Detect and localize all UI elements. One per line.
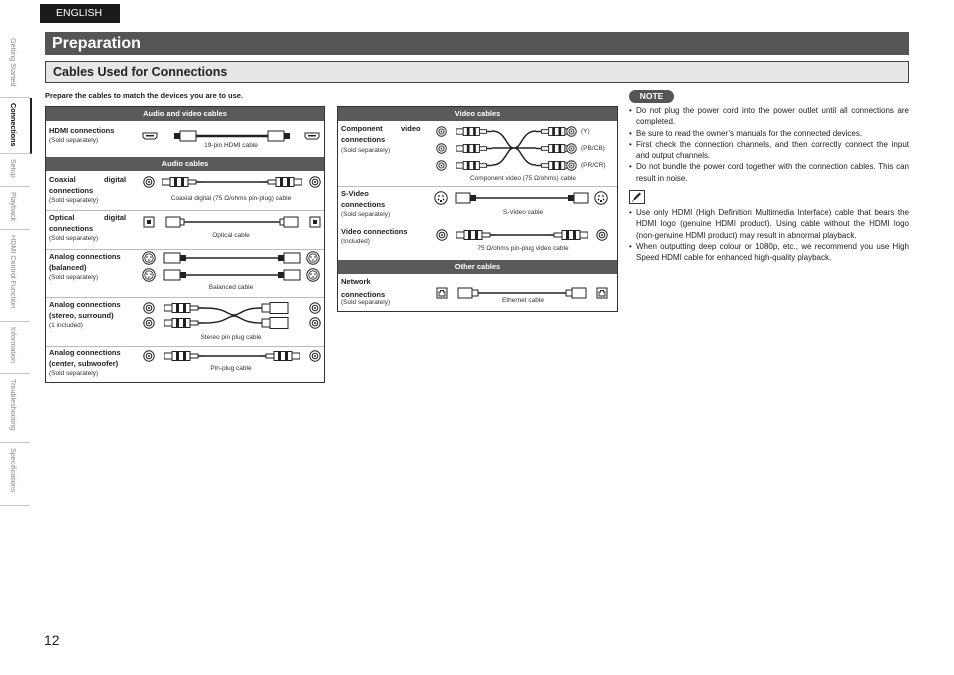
svideo-sub: (Sold separately) (341, 211, 391, 218)
component-label-1: Component (341, 124, 383, 133)
sidebar-tab-label: Connections (9, 103, 18, 147)
sidebar-tab-setup[interactable] (0, 154, 30, 187)
page-title: Preparation (45, 32, 909, 55)
page-number: 12 (44, 632, 60, 648)
center-sub: (Sold separately) (49, 370, 99, 377)
component-pr-label: (PR/CR) (581, 162, 606, 169)
sidebar-tab-label: Getting Started (9, 38, 18, 87)
sidebar-tab-connections[interactable] (0, 98, 32, 154)
component-cable-caption: Component video (75 Ω/ohms) cable (469, 175, 577, 182)
component-pb-label: (PB/CB) (581, 145, 605, 152)
optical-label-2: digital (104, 213, 127, 222)
stereo-label: Analog connections (stereo, surround) (49, 300, 121, 320)
optical-sub: (Sold separately) (49, 235, 99, 242)
sidebar-tab-label: Playback (9, 192, 18, 222)
tip-item: • When outputting deep colour or 1080p, etc., we recommend you use High Speed HDMI cable for enhanced high-quality playback. (629, 241, 909, 264)
hdmi-cable-caption: 19-pin HDMI cable (204, 142, 258, 149)
note-badge: NOTE (629, 90, 674, 103)
coaxial-label-2: digital (104, 175, 127, 184)
coaxial-label-1: Coaxial (49, 175, 76, 184)
stereo-cable-caption: Stereo pin plug cable (200, 334, 262, 341)
sidebar-tab-label: Information (9, 327, 18, 363)
coaxial-cable-caption: Coaxial digital (75 Ω/ohms pin-plug) cable (170, 195, 292, 202)
balanced-label: Analog connections (balanced) (49, 252, 121, 272)
video-label: Video connections (341, 227, 408, 236)
optical-label-1: Optical (49, 213, 75, 222)
sidebar-tab-hdmi-control[interactable] (0, 230, 30, 322)
component-label-3: connections (341, 135, 386, 144)
intro-text: Prepare the cables to match the devices you are to use. (45, 91, 243, 100)
video-cable-caption: 75 Ω/ohms pin-plug video cable (477, 245, 569, 252)
section-title: Cables Used for Connections (45, 61, 909, 83)
sidebar (0, 33, 30, 505)
balanced-cable-icon (142, 251, 322, 283)
tip-item: • Use only HDMI (High Definition Multimedia Interface) cable that bears the HDMI logo (genuine HDMI product). Using cable without the HDMI logo (non-genuine HDMI product) may result in abnormal playback. (629, 207, 909, 241)
stereo-sub: (1 included) (49, 322, 83, 329)
language-label: ENGLISH (40, 4, 120, 23)
note-item: • Do not plug the power cord into the power outlet until all connections are completed. (629, 105, 909, 128)
note-item: • Be sure to read the owner’s manuals for the connected devices. (629, 128, 909, 139)
sidebar-tab-getting-started[interactable] (0, 33, 30, 98)
panel-header-other: Other cables (338, 260, 617, 274)
right-cable-panel (337, 106, 618, 312)
coaxial-cable-icon (142, 175, 322, 189)
svideo-cable-icon (434, 191, 610, 205)
ethernet-cable-caption: Ethernet cable (502, 297, 544, 304)
network-label: Network connections (341, 277, 386, 299)
coaxial-label-3: connections (49, 186, 94, 195)
optical-label-3: connections (49, 224, 94, 233)
svideo-label: S-Video connections (341, 189, 386, 209)
svideo-cable-caption: S-Video cable (502, 209, 544, 216)
sidebar-tab-specifications[interactable] (0, 443, 30, 506)
pencil-icon (629, 190, 645, 204)
sidebar-tab-label: Setup (9, 159, 18, 178)
stereo-cable-icon (142, 301, 322, 331)
hdmi-label: HDMI connections (49, 126, 115, 135)
center-label: Analog connections (center, subwoofer) (49, 348, 121, 368)
note-item: • First check the connection channels, and then correctly connect the input and output channels. (629, 139, 909, 162)
sidebar-tab-playback[interactable] (0, 187, 30, 230)
coaxial-sub: (Sold separately) (49, 197, 99, 204)
panel-header-video: Video cables (338, 107, 617, 121)
balanced-cable-caption: Balanced cable (208, 284, 254, 291)
video-cable-icon (436, 228, 608, 242)
hdmi-sub: (Sold separately) (49, 137, 99, 144)
pinplug-cable-icon (142, 349, 322, 363)
optical-cable-caption: Optical cable (212, 232, 250, 239)
note-item: • Do not bundle the power cord together with the connection cables. This can result in noise. (629, 161, 909, 184)
balanced-sub: (Sold separately) (49, 274, 99, 281)
panel-header-av: Audio and video cables (46, 107, 324, 121)
optical-cable-icon (142, 215, 322, 229)
component-cable-icon (436, 126, 582, 172)
sidebar-tab-label: HDMI Control Function (9, 235, 18, 309)
sidebar-tab-label: Specifications (9, 448, 18, 493)
component-label-2: video (401, 124, 421, 133)
video-sub: (Included) (341, 238, 370, 245)
note-list (629, 105, 909, 184)
sidebar-tab-troubleshooting[interactable] (0, 374, 30, 443)
component-y-label: (Y) (581, 128, 590, 135)
component-sub: (Sold separately) (341, 147, 391, 154)
hdmi-cable-icon (142, 129, 322, 143)
component-output-jacks (566, 126, 578, 172)
network-sub: (Sold separately) (341, 299, 391, 306)
panel-header-audio: Audio cables (46, 157, 324, 171)
left-cable-panel (45, 106, 325, 383)
sidebar-tab-label: Troubleshooting (9, 379, 18, 431)
tip-list (629, 207, 909, 263)
sidebar-tab-information[interactable] (0, 322, 30, 374)
pinplug-cable-caption: Pin-plug cable (210, 365, 252, 372)
